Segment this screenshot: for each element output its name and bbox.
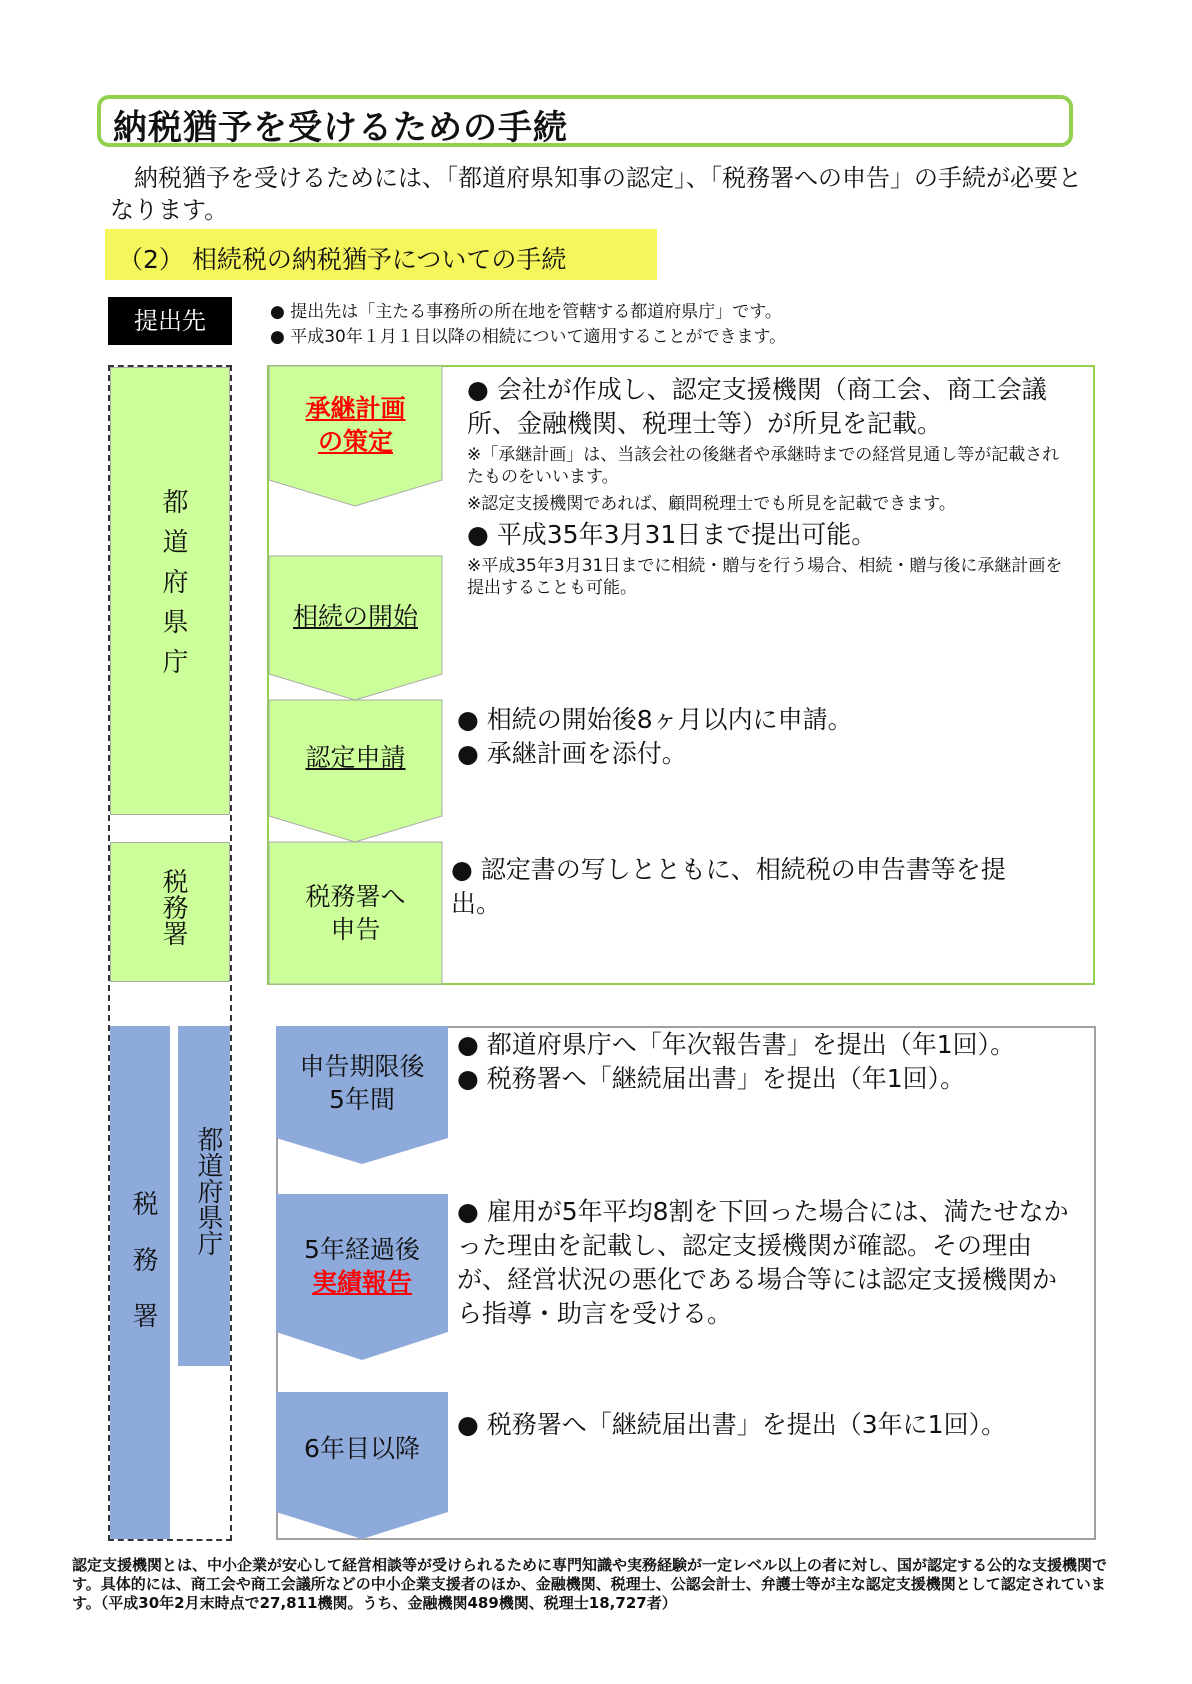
step-6-line-2: 実績報告 — [311, 1268, 412, 1297]
step-3-label: 認定申請 — [305, 743, 406, 772]
step-5-line-1: 申告期限後 — [299, 1052, 425, 1081]
step-6-line-1: 5年経過後 — [304, 1235, 420, 1264]
prefecture-label: 都道府県庁 — [158, 488, 188, 688]
submit-to-label: 提出先 — [108, 297, 232, 345]
step-1-line-2: の策定 — [317, 427, 393, 456]
intro-paragraph: 納税猶予を受けるためには、「都道府県知事の認定」、「税務署への申告」の手続が必要となります。 — [110, 164, 1082, 224]
step-7-label: 6年目以降 — [304, 1434, 420, 1463]
step-1-line-1: 承継計画 — [305, 394, 406, 423]
detail-4-bullet-1: ● 認定書の写しとともに、相続税の申告書等を提出。 — [451, 855, 1006, 918]
detail-5-bullet-1: ● 都道府県庁へ「年次報告書」を提出（年1回）。 — [457, 1030, 1016, 1059]
step-chevron-7 — [276, 1392, 448, 1539]
tax-office-label-2: 税務署 — [128, 1190, 158, 1358]
detail-7-bullet-1: ● 税務署へ「継続届出書」を提出（3年に1回）。 — [457, 1410, 1007, 1439]
step-5-line-2: 5年間 — [329, 1085, 395, 1114]
step-6-label — [276, 1233, 448, 1299]
detail-1-note-3: ※平成35年3月31日までに相続・贈与を行う場合、相続・贈与後に承継計画を提出することも可能。 — [467, 556, 1063, 598]
page-title: 納税猶予を受けるための手続 — [113, 108, 568, 148]
prefecture-label-2: 都道府県庁 — [193, 1126, 223, 1256]
step-1-label — [268, 392, 443, 458]
detail-1-note-2: ※認定支援機関であれば、顧問税理士でも所見を記載できます。 — [467, 494, 956, 514]
detail-3-bullet-2: ● 承継計画を添付。 — [457, 739, 687, 768]
tax-office-label: 税務署 — [158, 868, 188, 946]
step-4-line-1: 税務署へ — [305, 882, 406, 911]
step-4-line-2: 申告 — [330, 915, 381, 944]
detail-1-bullet: ● 会社が作成し、認定支援機関（商工会、商工会議所、金融機関、税理士等）が所見を記載。 — [467, 375, 1047, 438]
step-5-label — [276, 1050, 448, 1116]
detail-6-bullet-1: ● 雇用が5年平均8割を下回った場合には、満たせなかった理由を記載し、認定支援機関が確認。その理由が、経営状況の悪化である場合等には認定支援機関から指導・助言を受ける。 — [457, 1197, 1069, 1328]
step-2-label: 相続の開始 — [292, 602, 418, 631]
detail-1-note-1: ※「承継計画」は、当該会社の後継者や承継時までの経営見通し等が記載されたものをいいます。 — [467, 445, 1060, 487]
detail-5-bullet-2: ● 税務署へ「継続届出書」を提出（年1回）。 — [457, 1064, 966, 1093]
submit-note-1: ● 提出先は「主たる事務所の所在地を管轄する都道府県庁」です。 — [270, 302, 782, 322]
submit-note-2: ● 平成30年１月１日以降の相続について適用することができます。 — [270, 327, 787, 347]
footnote: 認定支援機関とは、中小企業が安心して経営相談等が受けられるために専門知識や実務経験が一定レベル以上の者に対し、国が認定する公的な支援機関です。具体的には、商工会や商工会議所などの中小企業支援者のほか、金融機関、税理士、公認会計士、弁護士等が主な認定支援機関として認定されています。（平成30年2月末時点で27,811機関。うち、金融機関489機関、税理士18,727者） — [72, 1556, 1108, 1612]
section-heading: （2） 相続税の納税猶予についての手続 — [118, 245, 567, 274]
detail-1-bullet-2: ● 平成35年3月31日まで提出可能。 — [467, 520, 877, 549]
intro-text — [110, 162, 1100, 226]
detail-3-bullet-1: ● 相続の開始後8ヶ月以内に申請。 — [457, 705, 853, 734]
step-4-label — [268, 880, 443, 946]
